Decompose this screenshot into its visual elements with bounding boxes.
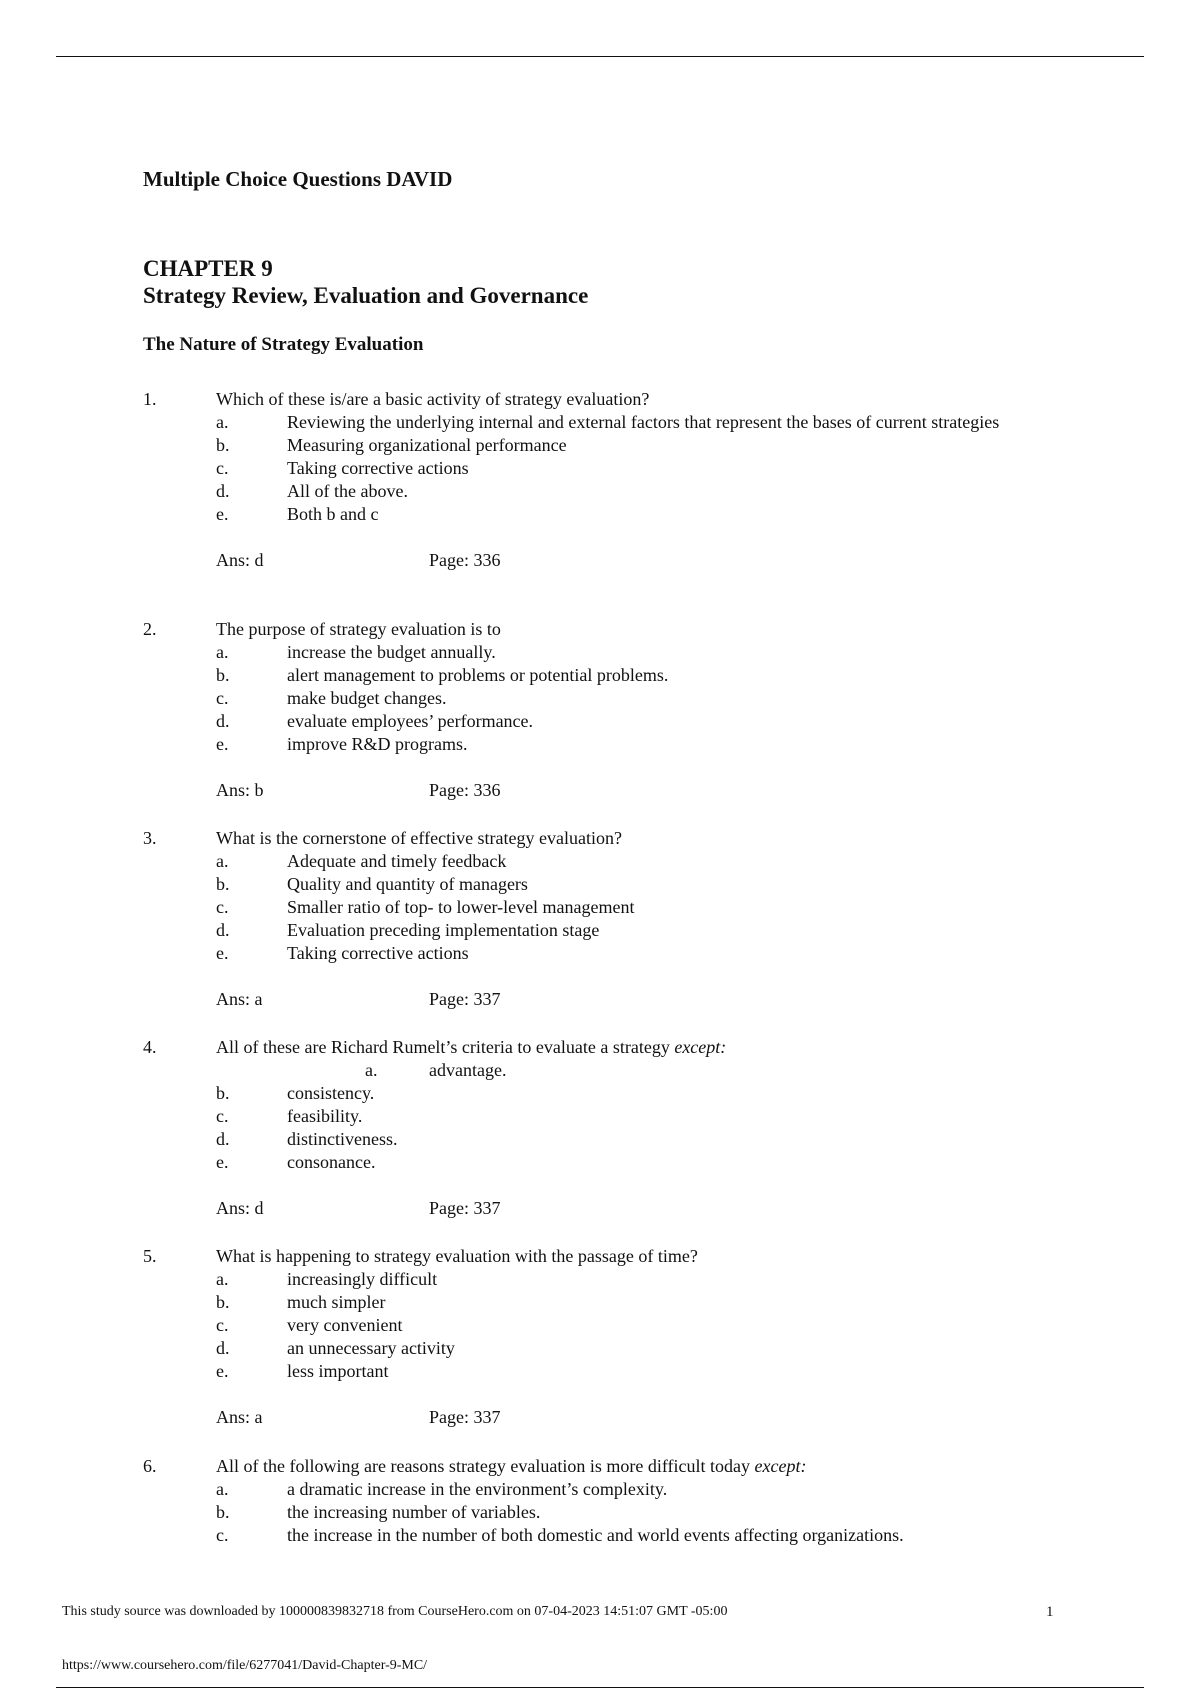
option-letter: b. — [216, 665, 230, 685]
option-letter: a. — [216, 851, 229, 871]
section-title: The Nature of Strategy Evaluation — [143, 334, 424, 355]
question-3 — [143, 827, 1143, 1011]
option-text: All of the above. — [287, 481, 408, 501]
option-text: consonance. — [287, 1152, 376, 1172]
option-letter: d. — [216, 1129, 230, 1149]
option-e — [143, 1360, 1143, 1383]
page-reference: Page: 336 — [429, 550, 501, 570]
option-e — [143, 1151, 1143, 1174]
question-text: All of the following are reasons strategy evaluation is more difficult today — [216, 1456, 751, 1476]
option-d — [143, 1128, 1143, 1151]
option-a — [143, 1268, 1143, 1291]
page-number: 1 — [1046, 1604, 1054, 1620]
question-number: 5. — [143, 1246, 157, 1266]
page-reference: Page: 336 — [429, 780, 501, 800]
option-letter: a. — [216, 1269, 229, 1289]
option-letter: c. — [216, 458, 229, 478]
option-letter: b. — [216, 1083, 230, 1103]
answer-key: Ans: b — [216, 780, 264, 800]
option-text: less important — [287, 1361, 389, 1381]
question-6 — [143, 1455, 1143, 1547]
option-letter: c. — [216, 1525, 229, 1545]
option-c — [143, 687, 1143, 710]
option-letter: e. — [216, 1152, 229, 1172]
source-url[interactable]: https://www.coursehero.com/file/6277041/David-Chapter-9-MC/ — [62, 1658, 428, 1673]
option-a — [143, 1478, 1143, 1501]
option-c — [143, 457, 1143, 480]
option-e — [143, 733, 1143, 756]
option-letter: b. — [216, 874, 230, 894]
option-letter: c. — [216, 688, 229, 708]
option-text: very convenient — [287, 1315, 403, 1335]
document-title: Multiple Choice Questions DAVID — [143, 167, 453, 191]
page-reference: Page: 337 — [429, 1198, 501, 1218]
option-letter: c. — [216, 1315, 229, 1335]
answer-key: Ans: a — [216, 1407, 263, 1427]
option-d — [143, 480, 1143, 503]
option-a — [143, 1059, 1143, 1082]
answer-key: Ans: d — [216, 1198, 264, 1218]
option-b — [143, 1082, 1143, 1105]
question-text: All of these are Richard Rumelt’s criteria to evaluate a strategy — [216, 1037, 670, 1057]
option-text: much simpler — [287, 1292, 386, 1312]
option-text: alert management to problems or potential problems. — [287, 665, 669, 685]
option-d — [143, 710, 1143, 733]
chapter-number: CHAPTER 9 — [143, 256, 273, 281]
option-text: Taking corrective actions — [287, 943, 469, 963]
option-text: increasingly difficult — [287, 1269, 438, 1289]
option-letter: e. — [216, 504, 229, 524]
question-number: 1. — [143, 389, 157, 409]
option-text: Measuring organizational performance — [287, 435, 567, 455]
option-text: make budget changes. — [287, 688, 447, 708]
option-letter: c. — [216, 1106, 229, 1126]
option-letter: e. — [216, 1361, 229, 1381]
option-d — [143, 919, 1143, 942]
option-b — [143, 1291, 1143, 1314]
answer-key: Ans: d — [216, 550, 264, 570]
page-reference: Page: 337 — [429, 989, 501, 1009]
option-letter: a. — [216, 642, 229, 662]
option-text: Adequate and timely feedback — [287, 851, 507, 871]
option-letter: e. — [216, 734, 229, 754]
option-text: Evaluation preceding implementation stage — [287, 920, 600, 940]
question-emphasis: except: — [674, 1037, 727, 1057]
page-reference: Page: 337 — [429, 1407, 501, 1427]
option-text: advantage. — [429, 1060, 507, 1080]
source-note: This study source was downloaded by 100000839832718 from CourseHero.com on 07-04-2023 14:51:07 GMT -05:00 — [62, 1604, 728, 1619]
option-text: Reviewing the underlying internal and external factors that represent the bases of current strategies — [287, 412, 1000, 432]
option-letter: a. — [216, 412, 229, 432]
question-emphasis: except: — [754, 1456, 807, 1476]
option-a — [143, 850, 1143, 873]
option-text: Smaller ratio of top- to lower-level management — [287, 897, 635, 917]
option-text: evaluate employees’ performance. — [287, 711, 534, 731]
option-text: increase the budget annually. — [287, 642, 496, 662]
option-text: a dramatic increase in the environment’s complexity. — [287, 1479, 668, 1499]
option-letter: b. — [216, 1292, 230, 1312]
question-number: 2. — [143, 619, 157, 639]
option-c — [143, 1105, 1143, 1128]
question-5 — [143, 1245, 1143, 1429]
option-text: Both b and c — [287, 504, 379, 524]
option-text: Quality and quantity of managers — [287, 874, 528, 894]
option-c — [143, 1524, 1143, 1547]
option-a — [143, 641, 1143, 664]
answer-key: Ans: a — [216, 989, 263, 1009]
question-text: Which of these is/are a basic activity of strategy evaluation? — [216, 389, 650, 409]
question-4 — [143, 1036, 1143, 1220]
option-text: the increase in the number of both domestic and world events affecting organizations. — [287, 1525, 904, 1545]
option-letter: b. — [216, 1502, 230, 1522]
option-b — [143, 1501, 1143, 1524]
top-rule — [56, 56, 1144, 57]
option-text: the increasing number of variables. — [287, 1502, 541, 1522]
option-c — [143, 1314, 1143, 1337]
question-text: What is the cornerstone of effective strategy evaluation? — [216, 828, 622, 848]
question-text: What is happening to strategy evaluation with the passage of time? — [216, 1246, 698, 1266]
chapter-heading — [143, 255, 588, 309]
option-letter: d. — [216, 920, 230, 940]
option-letter: a. — [365, 1060, 378, 1080]
bottom-rule — [56, 1687, 1144, 1688]
option-text: distinctiveness. — [287, 1129, 398, 1149]
question-1 — [143, 388, 1143, 572]
question-2 — [143, 618, 1143, 802]
option-letter: b. — [216, 435, 230, 455]
option-letter: d. — [216, 481, 230, 501]
option-text: consistency. — [287, 1083, 375, 1103]
question-text: The purpose of strategy evaluation is to — [216, 619, 501, 639]
option-e — [143, 503, 1143, 526]
option-text: an unnecessary activity — [287, 1338, 455, 1358]
question-number: 6. — [143, 1456, 157, 1476]
question-text-wrapper — [216, 1036, 726, 1059]
option-b — [143, 873, 1143, 896]
option-b — [143, 434, 1143, 457]
option-text: feasibility. — [287, 1106, 363, 1126]
option-b — [143, 664, 1143, 687]
option-text: Taking corrective actions — [287, 458, 469, 478]
question-text-wrapper — [216, 1455, 806, 1478]
option-c — [143, 896, 1143, 919]
option-letter: c. — [216, 897, 229, 917]
option-letter: e. — [216, 943, 229, 963]
option-text: improve R&D programs. — [287, 734, 468, 754]
option-d — [143, 1337, 1143, 1360]
option-a — [143, 411, 1143, 434]
option-letter: a. — [216, 1479, 229, 1499]
question-number: 4. — [143, 1037, 157, 1057]
option-e — [143, 942, 1143, 965]
question-number: 3. — [143, 828, 157, 848]
option-letter: d. — [216, 1338, 230, 1358]
chapter-title: Strategy Review, Evaluation and Governance — [143, 283, 589, 308]
option-letter: d. — [216, 711, 230, 731]
